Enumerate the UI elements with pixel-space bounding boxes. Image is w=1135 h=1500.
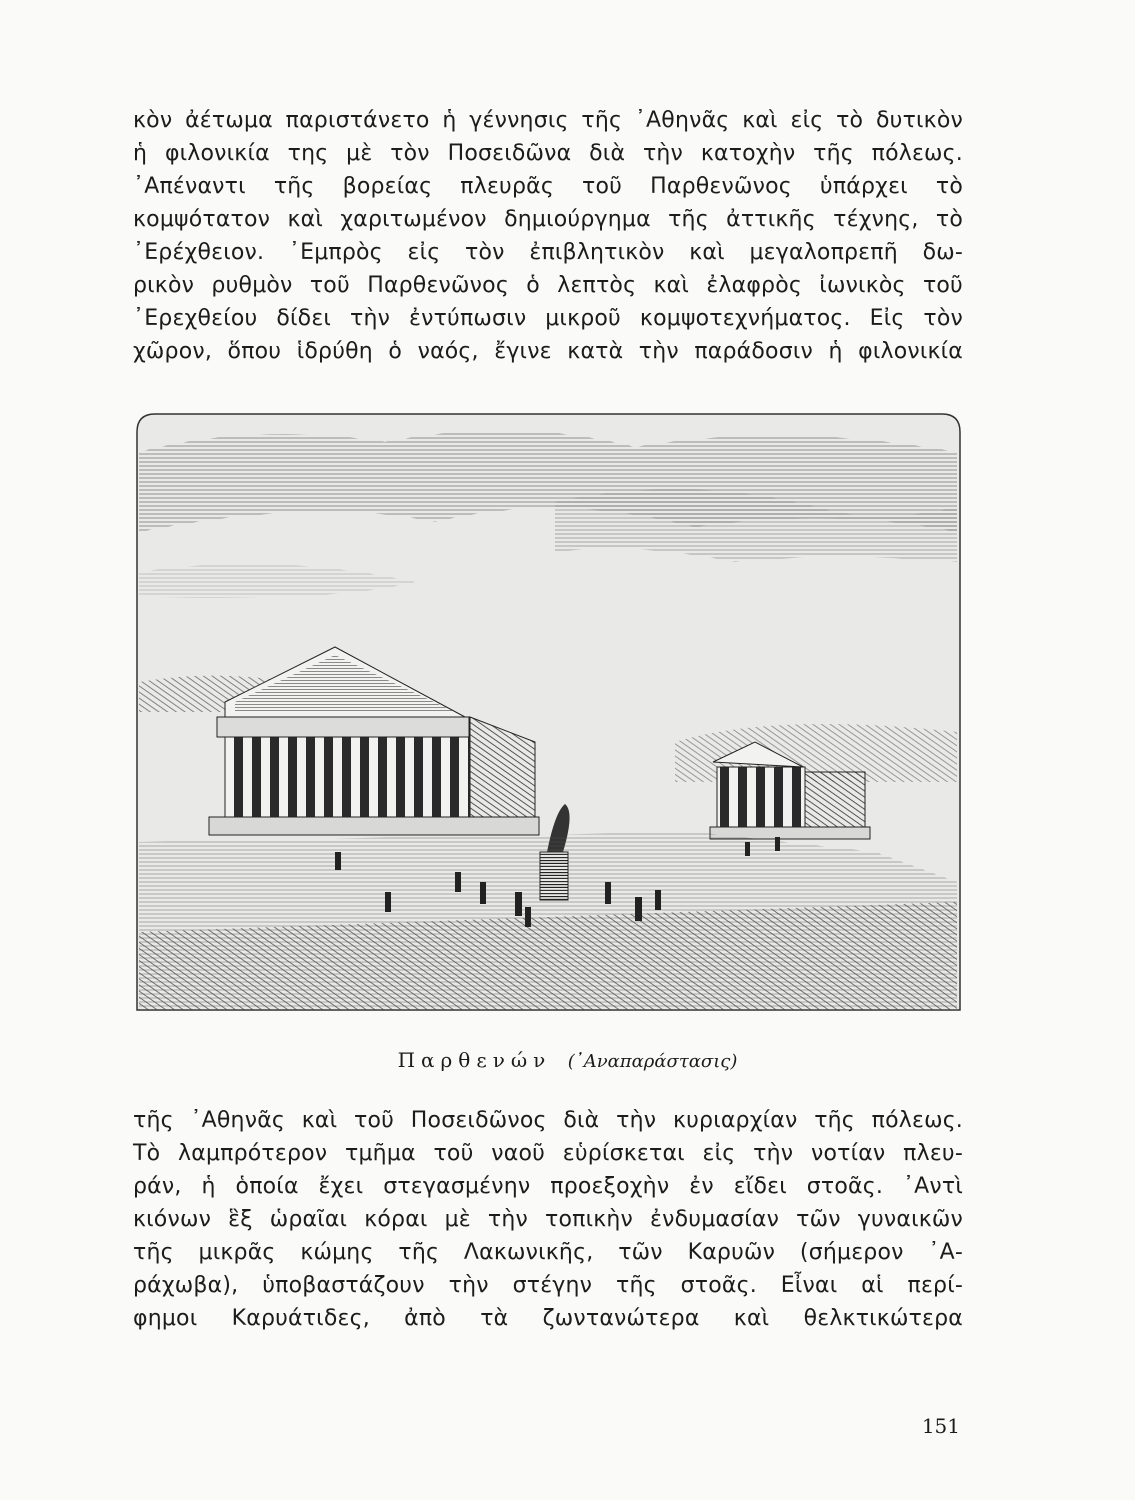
text-line: κὸν ἀέτωμα παριστάνετο ἡ γέννησις τῆς ᾿Αθηνᾶς καὶ εἰς τὸ δυτικὸν (133, 108, 963, 133)
text-line: ἡ φιλονικία της μὲ τὸν Ποσειδῶνα διὰ τὴν κατοχὴν τῆς πόλεως. (133, 141, 963, 166)
text-line: τῆς ᾿Αθηνᾶς καὶ τοῦ Ποσειδῶνος διὰ τὴν κυριαρχίαν τῆς πόλεως. (133, 1108, 963, 1133)
text-line: Τὸ λαμπρότερον τμῆμα τοῦ ναοῦ εὑρίσκεται εἰς τὴν νοτίαν πλευ- (133, 1141, 963, 1166)
caption-subtitle: (᾿Αναπαράστασις) (567, 1051, 738, 1072)
body-text-top (133, 104, 963, 368)
text-line: ᾿Ερεχθείου δίδει τὴν ἐντύπωσιν μικροῦ κομψοτεχνήματος. Εἰς τὸν (133, 306, 963, 331)
text-line: χῶρον, ὅπου ἱδρύθη ὁ ναός, ἔγινε κατὰ τὴν παράδοσιν ἡ φιλονικία (133, 339, 963, 364)
page-number: 151 (921, 1414, 960, 1438)
body-text-bottom (133, 1104, 963, 1335)
caption-title: Παρθενών (397, 1048, 552, 1072)
text-line: κομψότατον καὶ χαριτωμένον δημιούργημα τῆς ἀττικῆς τέχνης, τὸ (133, 207, 963, 232)
text-line: ράχωβα), ὑποβαστάζουν τὴν στέγην τῆς στοᾶς. Εἶναι αἱ περί- (133, 1273, 963, 1298)
text-line: ράν, ἡ ὁποία ἔχει στεγασμένην προεξοχὴν ἐν εἴδει στοᾶς. ᾿Αντὶ (133, 1174, 963, 1199)
text-line: φημοι Καρυάτιδες, ἀπὸ τὰ ζωντανώτερα καὶ θελκτικώτερα (133, 1306, 963, 1331)
text-line: τῆς μικρᾶς κώμης τῆς Λακωνικῆς, τῶν Καρυῶν (σήμερον ᾿Α- (133, 1240, 963, 1265)
figure-caption (0, 1048, 1135, 1072)
text-line: κιόνων ἓξ ὡραῖαι κόραι μὲ τὴν τοπικὴν ἐνδυμασίαν τῶν γυναικῶν (133, 1207, 963, 1232)
text-line: ᾿Απέναντι τῆς βορείας πλευρᾶς τοῦ Παρθενῶνος ὑπάρχει τὸ (133, 174, 963, 199)
parthenon-engraving (135, 412, 962, 1012)
text-line: ᾿Ερέχθειον. ᾿Εμπρὸς εἰς τὸν ἐπιβλητικὸν καὶ μεγαλοπρεπῆ δω- (133, 240, 963, 265)
text-line: ρικὸν ρυθμὸν τοῦ Παρθενῶνος ὁ λεπτὸς καὶ ἐλαφρὸς ἰωνικὸς τοῦ (133, 273, 963, 298)
